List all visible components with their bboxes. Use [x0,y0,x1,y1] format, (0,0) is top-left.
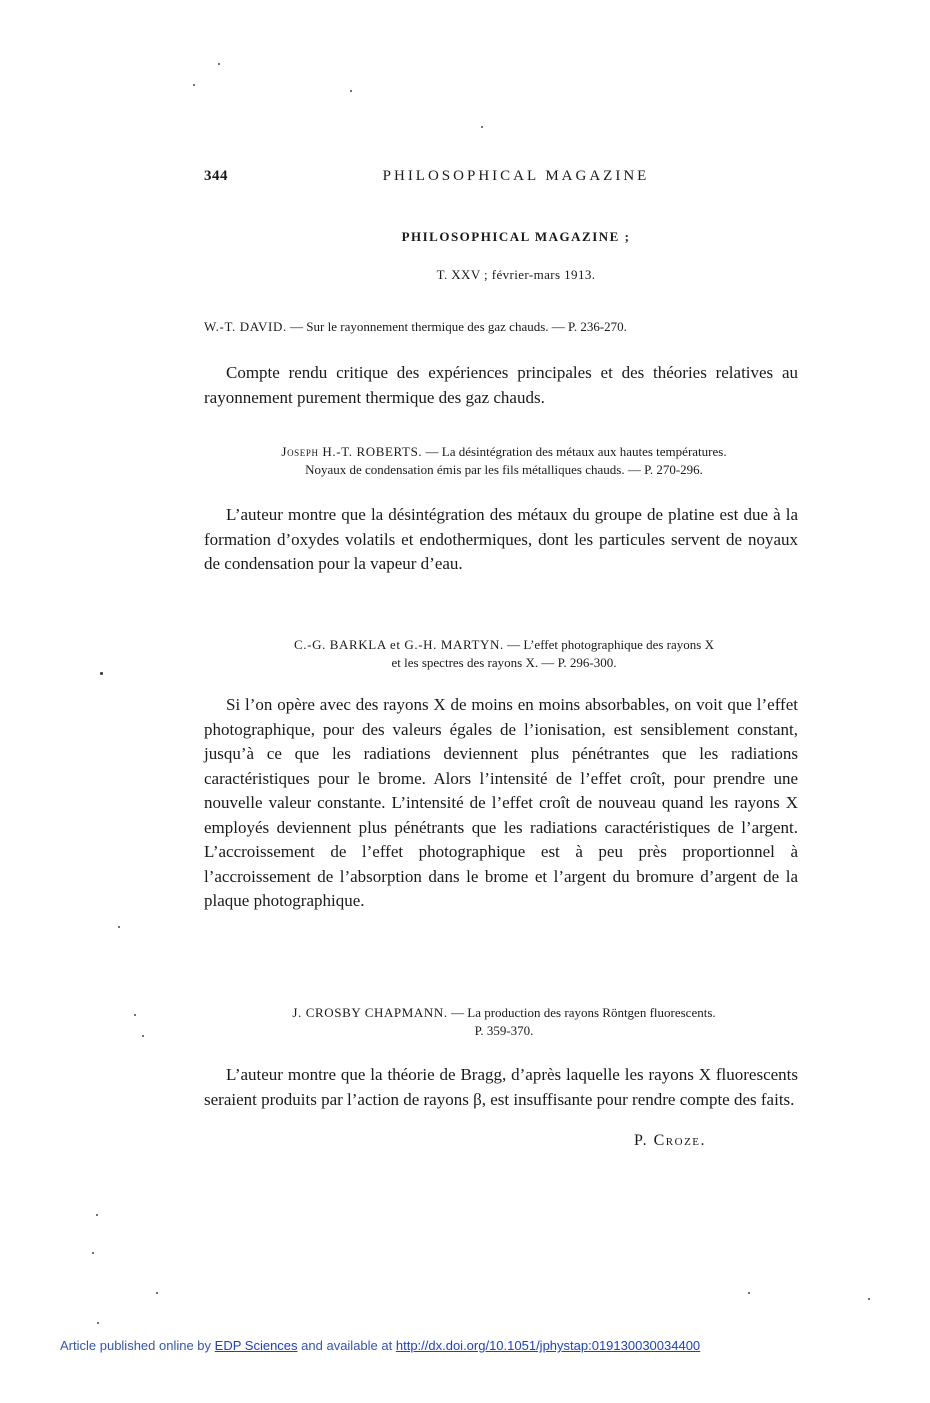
article-author: Joseph H.-T. ROBERTS. [281,444,423,459]
article-title: — La production des rayons Röntgen fluorescents. [451,1005,716,1020]
scan-speck [92,1252,94,1254]
article-author: C.-G. BARKLA et G.-H. MARTYN. [294,637,504,652]
journal-running-title: PHILOSOPHICAL MAGAZINE [382,168,650,184]
volume-line: T. XXV ; février-mars 1913. [436,267,596,282]
article-title: — L’effet photographique des rayons X [507,637,714,652]
article-summary-3: Si l’on opère avec des rayons X de moins en moins absorbables, on voit que l’effet photographique, pour des valeurs égales de l’ionisation, est sensiblement constant, jusqu’à ce que les radiations deviennent plus pénétrantes que les radiations caractéristiques pour le brome. Alors l’intensité de l’effet croît, pour prendre une nouvelle valeur constante. L’intensité de l’effet croît de nouveau quand les rayons X employés deviennent plus pénétrants que les radiations caractéristiques de l’argent. L’accroissement de l’effet photographique est à peu près proportionnel à l’accroissement de l’absorption dans le brome et l’argent du bromure d’argent de la plaque photographique. [204,695,798,910]
scan-speck [350,90,352,92]
article-title-continued: P. 359-370. [474,1023,534,1038]
scan-speck [481,126,483,128]
scan-speck [134,1014,136,1016]
signature: P. Croze. [634,1132,707,1149]
scan-speck [100,672,103,675]
article-author: J. CROSBY CHAPMANN. [292,1005,448,1020]
scan-speck [748,1292,750,1294]
article-author: W.-T. DAVID. [204,319,287,334]
doi-link[interactable]: http://dx.doi.org/10.1051/jphystap:019130030034400 [395,1338,701,1353]
running-head [204,168,798,190]
article-title-continued: Noyaux de condensation émis par les fils métalliques chauds. — P. 270-296. [305,462,703,477]
article-reference-4 [204,1004,804,1040]
page-number: 344 [204,168,228,184]
scan-speck [193,84,195,86]
article-title: — Sur le rayonnement thermique des gaz chauds. — P. 236-270. [290,319,627,334]
footer-notice [60,1338,880,1353]
footer-prefix: Article published online by [60,1338,212,1353]
scan-speck [156,1292,158,1294]
article-title: — La désintégration des métaux aux hautes températures. [425,444,727,459]
article-summary-1: Compte rendu critique des expériences principales et des théories relatives au rayonnement purement thermique des gaz chauds. [204,363,798,407]
article-summary-4: L’auteur montre que la théorie de Bragg, d’après laquelle les rayons X fluorescents seraient produits par l’action de rayons β, est insuffisante pour rendre compte des faits. [204,1065,798,1109]
scan-speck [96,1214,98,1216]
footer-middle: and available at [301,1338,393,1353]
scan-speck [97,1322,99,1324]
article-reference-3 [204,636,804,672]
scan-speck [868,1298,870,1300]
scan-speck [142,1035,144,1037]
article-summary-2: L’auteur montre que la désintégration des métaux du groupe de platine est due à la formation d’oxydes volatils et endothermiques, dont les particules servent de noyaux de condensation pour la vapeur d’eau. [204,505,798,573]
article-reference-2 [204,443,804,479]
scan-speck [118,926,120,928]
publisher-link[interactable]: EDP Sciences [214,1338,298,1353]
section-title: PHILOSOPHICAL MAGAZINE ; [401,229,631,244]
article-reference-1 [204,318,804,336]
article-title-continued: et les spectres des rayons X. — P. 296-300. [391,655,617,670]
scan-speck [218,63,220,65]
